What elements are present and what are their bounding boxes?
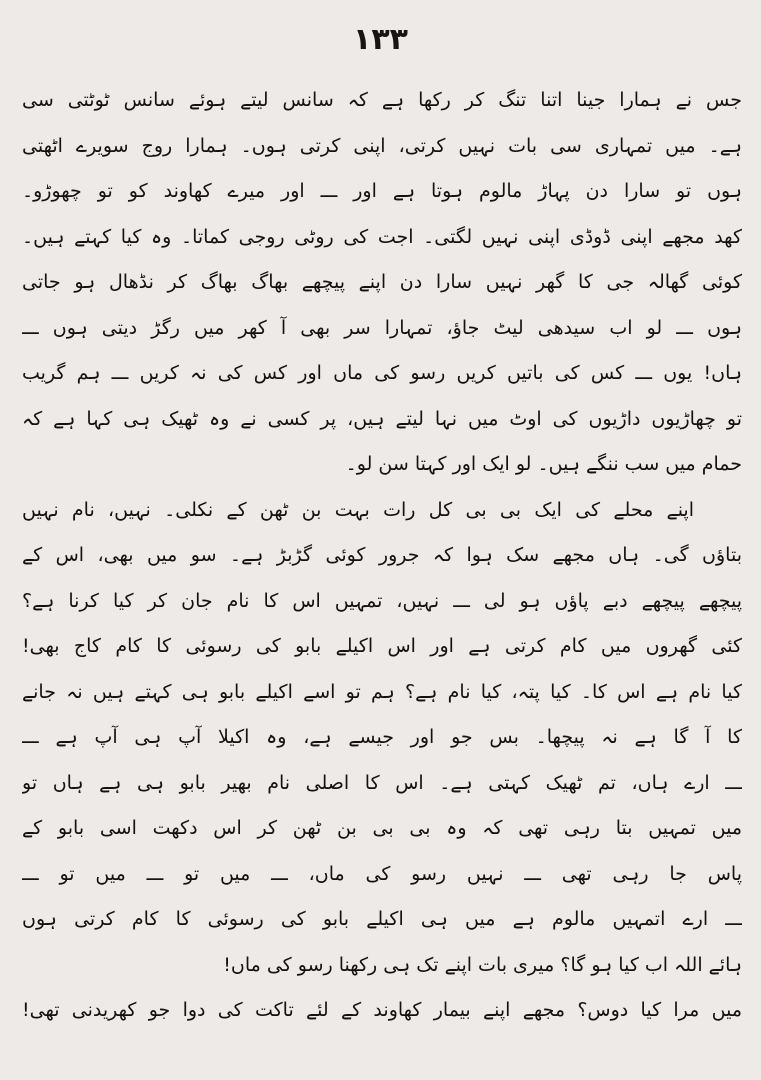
text-line: کا آ گا ہے نہ پیچھا۔ بس جو اور جیسے ہے، وہ اکیلا آپ ہی آپ ہے ـــ (22, 726, 742, 748)
page-text (22, 78, 742, 1034)
text-line: ہاں! یوں ـــ کس کی باتیں کریں رسو کی ماں اور کس کی نہ کریں ـــ ہم گریب (22, 362, 742, 384)
text-line: ہوں تو سارا دن پہاڑ مالوم ہوتا ہے اور ـــ اور میرے کھاوند کو تو چھوڑو۔ (22, 180, 742, 202)
text-line: ـــ ارے ہاں، تم ٹھیک کہتی ہے۔ اس کا اصلی نام بھیر بابو ہی ہے ہاں تو (22, 771, 742, 794)
text-line: تو چھاڑیوں داڑیوں کی اوٹ میں نہا لیتے ہیں، پر کسی نے وہ ٹھیک ہی کہا ہے کہ (22, 407, 742, 430)
text-line: کھد مجھے اپنی ڈوڈی اپنی نہیں لگتی۔ اجت کی روٹی روجی کماتا۔ وہ کیا کہتے ہیں۔ (22, 225, 742, 248)
text-line: پیچھے پیچھے دبے پاؤں ہو لی ـــ نہیں، تمہیں اس کا نام جان کر کیا کرنا ہے؟ (22, 589, 742, 612)
text-line: حمام میں سب ننگے ہیں۔ لو ایک اور کہتا سن لو۔ (345, 453, 742, 475)
text-line: میں تمہیں بتا رہی تھی کہ وہ بی بی بن ٹھن کر اس دکھت اسی بابو کے (22, 817, 742, 839)
text-line: ہوں ـــ لو اب سیدھی لیٹ جاؤ، تمہارا سر بھی آ کھر میں رگڑ دیتی ہوں ـــ (22, 316, 742, 339)
text-line: بتاؤں گی۔ ہاں مجھے سک ہوا کہ جرور کوئی گڑبڑ ہے۔ سو میں بھی، اس کے (22, 544, 742, 566)
text-line: کئی گھروں میں کام کرتی ہے اور اس اکیلے بابو کی رسوئی کا کام کاج بھی! (22, 635, 742, 657)
text-line: اپنے محلے کی ایک بی بی کل رات بہت بن ٹھن کے نکلی۔ نہیں، نام نہیں (22, 498, 694, 521)
text-line: ہائے اللہ اب کیا ہو گا؟ میری بات اپنے تک ہی رکھنا رسو کی ماں! (223, 953, 742, 976)
text-line: کیا نام ہے اس کا۔ کیا پتہ، کیا نام ہے؟ ہم تو اسے اکیلے بابو ہی کہتے ہیں نہ جانے (22, 680, 742, 703)
page-number: ۱۳۳ (353, 22, 408, 57)
text-line: میں مرا کیا دوس؟ مجھے اپنے بیمار کھاوند کے لئے تاکت کی دوا جو کھریدنی تھی! (22, 999, 742, 1021)
text-line: ہے۔ میں تمہاری سی بات نہیں کرتی، اپنی کرتی ہوں۔ ہمارا روج سویرے اٹھتی (22, 134, 742, 157)
text-line: جس نے ہمارا جینا اتنا تنگ کر رکھا ہے کہ سانس لیتے ہوئے سانس ٹوٹتی سی (22, 89, 742, 111)
text-line: پاس جا رہی تھی ـــ نہیں رسو کی ماں، ـــ میں تو ـــ میں تو ـــ (22, 862, 742, 885)
text-line: ـــ ارے اتمہیں مالوم ہے میں ہی اکیلے بابو کی رسوئی کا کام کرتی ہوں (22, 908, 742, 930)
text-line: کوئی گھالہ جی کا گھر نہیں سارا دن اپنے پیچھے بھاگ بھاگ کر نڈھال ہو جاتی (22, 271, 742, 293)
